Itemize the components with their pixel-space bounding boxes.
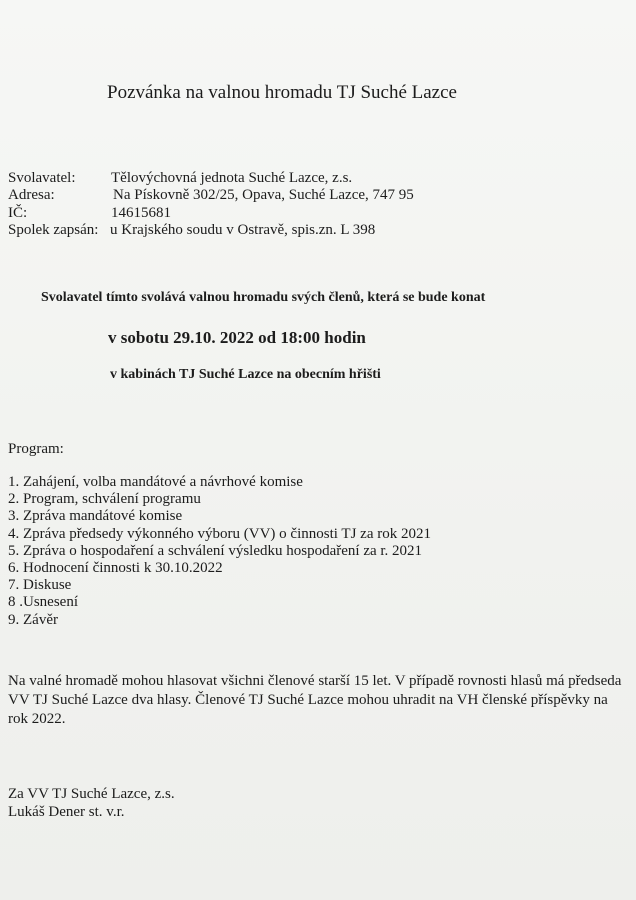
meeting-date: v sobotu 29.10. 2022 od 18:00 hodin xyxy=(108,328,366,347)
info-label: Spolek zapsán: xyxy=(8,222,99,238)
program-item: 8 .Usnesení xyxy=(8,594,78,611)
signature-line-1: Za VV TJ Suché Lazce, z.s. xyxy=(8,786,175,802)
intro-text: Svolavatel tímto svolává valnou hromadu svých členů, která se bude konat xyxy=(41,290,486,305)
program-item: 9. Závěr xyxy=(8,611,58,628)
program-list xyxy=(8,474,431,629)
info-label: Adresa: xyxy=(8,187,55,203)
program-heading: Program: xyxy=(8,441,64,457)
voting-paragraph: Na valné hromadě mohou hlasovat všichni členové starší 15 let. V případě rovnosti hlasů má předseda VV TJ Suché Lazce dva hlasy. Členové TJ Suché Lazce mohou uhradit na VH členské příspěvky na rok 2022. xyxy=(8,673,622,727)
program-item: 3. Zpráva mandátové komise xyxy=(8,508,183,525)
program-item: 4. Zpráva předsedy výkonného výboru (VV) o činnosti TJ za rok 2021 xyxy=(8,525,431,542)
info-value: u Krajského soudu v Ostravě, spis.zn. L 398 xyxy=(110,222,376,238)
document-title: Pozvánka na valnou hromadu TJ Suché Lazce xyxy=(107,82,457,103)
program-item: 5. Zpráva o hospodaření a schválení výsledku hospodaření za r. 2021 xyxy=(8,542,423,559)
program-item: 7. Diskuse xyxy=(8,577,72,594)
info-label: Svolavatel: xyxy=(8,170,76,186)
meeting-place: v kabinách TJ Suché Lazce na obecním hřišti xyxy=(110,367,381,382)
program-item: 6. Hodnocení činnosti k 30.10.2022 xyxy=(8,559,223,576)
info-value: Tělovýchovná jednota Suché Lazce, z.s. xyxy=(111,170,353,186)
info-value: Na Pískovně 302/25, Opava, Suché Lazce, 747 95 xyxy=(113,187,414,203)
program-item: 1. Zahájení, volba mandátové a návrhové komise xyxy=(8,474,303,490)
info-value: 14615681 xyxy=(111,205,171,221)
signature-line-2: Lukáš Dener st. v.r. xyxy=(8,804,125,820)
program-item: 2. Program, schválení programu xyxy=(8,491,201,508)
info-label: IČ: xyxy=(8,205,28,221)
